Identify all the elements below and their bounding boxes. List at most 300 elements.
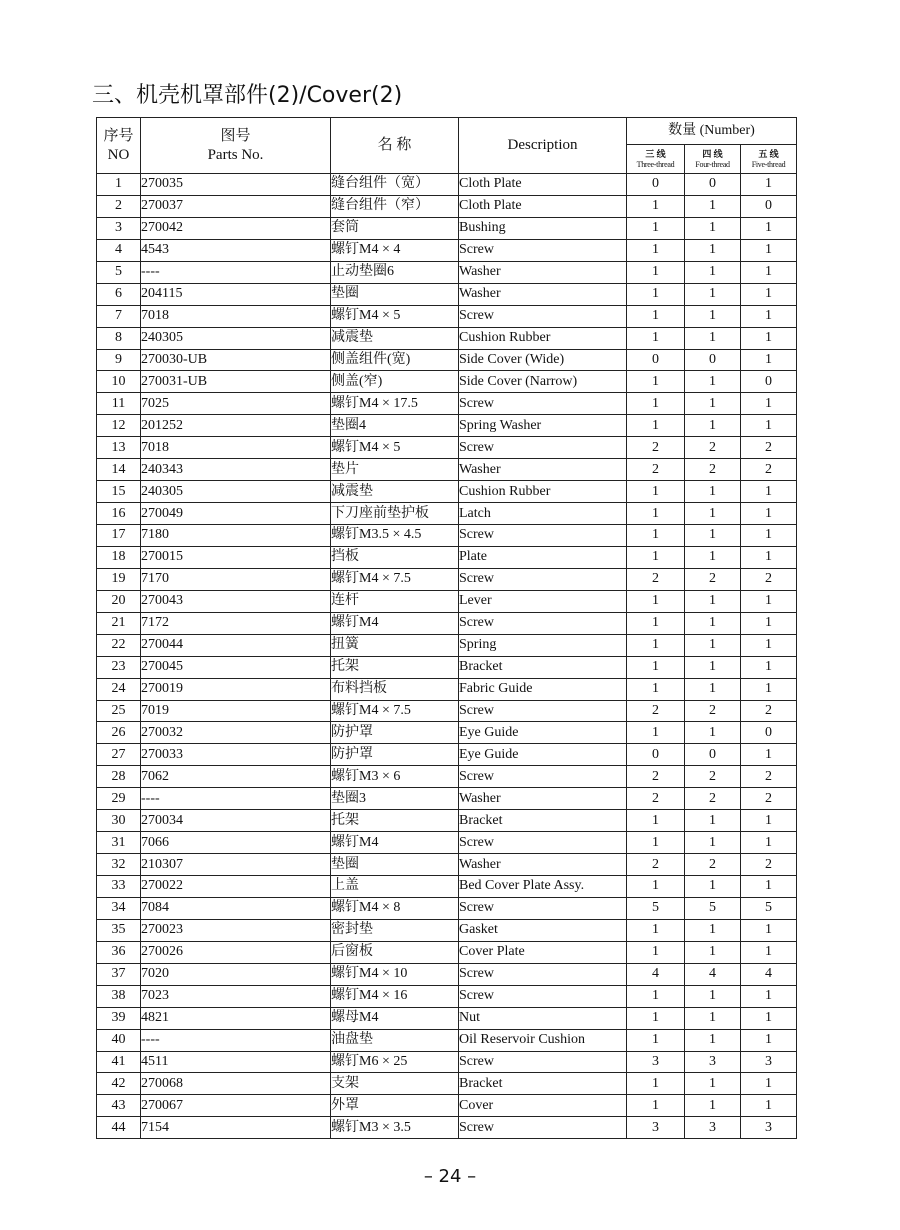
- cell-name: 上盖: [331, 876, 459, 898]
- table-row: [97, 985, 797, 1007]
- cell-description: Screw: [459, 832, 627, 854]
- cell-description: Washer: [459, 788, 627, 810]
- cell-name: 防护罩: [331, 722, 459, 744]
- cell-four-thread: 1: [685, 941, 741, 963]
- cell-four-thread: 1: [685, 525, 741, 547]
- cell-parts-no: 240305: [141, 327, 331, 349]
- table-row: [97, 239, 797, 261]
- cell-four-thread: 1: [685, 678, 741, 700]
- header-no: [97, 118, 141, 174]
- cell-no: 3: [97, 217, 141, 239]
- cell-four-thread: 1: [685, 656, 741, 678]
- cell-description: Cloth Plate: [459, 174, 627, 196]
- cell-parts-no: 270026: [141, 941, 331, 963]
- table-row: [97, 525, 797, 547]
- cell-parts-no: 7172: [141, 612, 331, 634]
- cell-parts-no: 7018: [141, 305, 331, 327]
- cell-parts-no: 7066: [141, 832, 331, 854]
- cell-five-thread: 1: [741, 327, 797, 349]
- cell-no: 39: [97, 1007, 141, 1029]
- parts-table: [96, 117, 797, 1139]
- cell-no: 41: [97, 1051, 141, 1073]
- cell-description: Screw: [459, 612, 627, 634]
- cell-five-thread: 1: [741, 415, 797, 437]
- header-description-label: Description: [507, 137, 578, 153]
- cell-name: 垫圈: [331, 283, 459, 305]
- cell-description: Washer: [459, 854, 627, 876]
- cell-parts-no: 270022: [141, 876, 331, 898]
- cell-parts-no: 270032: [141, 722, 331, 744]
- cell-description: Eye Guide: [459, 722, 627, 744]
- table-row: [97, 217, 797, 239]
- cell-three-thread: 1: [627, 481, 685, 503]
- table-row: [97, 897, 797, 919]
- cell-parts-no: 7025: [141, 393, 331, 415]
- cell-four-thread: 1: [685, 722, 741, 744]
- table-row: [97, 415, 797, 437]
- cell-five-thread: 1: [741, 1095, 797, 1117]
- table-row: [97, 744, 797, 766]
- header-five-thread-zh: 五 线: [758, 148, 779, 159]
- cell-four-thread: 1: [685, 876, 741, 898]
- cell-three-thread: 2: [627, 788, 685, 810]
- cell-name: 缝台组件（窄）: [331, 195, 459, 217]
- table-row: [97, 371, 797, 393]
- cell-name: 下刀座前垫护板: [331, 503, 459, 525]
- header-no-en: NO: [107, 146, 130, 163]
- header-name: [331, 118, 459, 174]
- cell-no: 18: [97, 546, 141, 568]
- cell-no: 28: [97, 766, 141, 788]
- cell-description: Screw: [459, 437, 627, 459]
- cell-parts-no: 7084: [141, 897, 331, 919]
- cell-name: 螺钉M4 × 5: [331, 437, 459, 459]
- cell-five-thread: 5: [741, 897, 797, 919]
- header-three-thread-en: Three-thread: [636, 159, 675, 169]
- cell-three-thread: 1: [627, 1095, 685, 1117]
- cell-no: 1: [97, 174, 141, 196]
- cell-three-thread: 1: [627, 634, 685, 656]
- table-row: [97, 459, 797, 481]
- cell-no: 21: [97, 612, 141, 634]
- cell-four-thread: 1: [685, 919, 741, 941]
- cell-parts-no: ----: [141, 261, 331, 283]
- cell-five-thread: 1: [741, 941, 797, 963]
- header-parts-no: [141, 118, 331, 174]
- cell-three-thread: 3: [627, 1051, 685, 1073]
- cell-no: 22: [97, 634, 141, 656]
- cell-parts-no: 7154: [141, 1117, 331, 1139]
- cell-three-thread: 1: [627, 919, 685, 941]
- header-no-zh: 序号: [103, 127, 134, 144]
- header-three-thread-zh: 三 线: [645, 148, 666, 159]
- cell-three-thread: 1: [627, 1073, 685, 1095]
- cell-name: 托架: [331, 656, 459, 678]
- cell-five-thread: 1: [741, 832, 797, 854]
- cell-no: 15: [97, 481, 141, 503]
- cell-description: Bushing: [459, 217, 627, 239]
- cell-parts-no: 270030-UB: [141, 349, 331, 371]
- header-four-thread-en: Four-thread: [695, 159, 730, 169]
- table-row: [97, 941, 797, 963]
- cell-four-thread: 1: [685, 415, 741, 437]
- cell-four-thread: 1: [685, 195, 741, 217]
- cell-three-thread: 3: [627, 1117, 685, 1139]
- cell-description: Spring: [459, 634, 627, 656]
- cell-three-thread: 1: [627, 261, 685, 283]
- cell-description: Fabric Guide: [459, 678, 627, 700]
- table-row: [97, 327, 797, 349]
- cell-five-thread: 1: [741, 305, 797, 327]
- cell-description: Washer: [459, 261, 627, 283]
- cell-four-thread: 1: [685, 810, 741, 832]
- cell-no: 20: [97, 590, 141, 612]
- cell-name: 螺钉M3.5 × 4.5: [331, 525, 459, 547]
- cell-no: 38: [97, 985, 141, 1007]
- cell-four-thread: 1: [685, 832, 741, 854]
- table-row: [97, 612, 797, 634]
- cell-three-thread: 1: [627, 985, 685, 1007]
- cell-three-thread: 1: [627, 810, 685, 832]
- cell-no: 9: [97, 349, 141, 371]
- cell-three-thread: 1: [627, 415, 685, 437]
- cell-three-thread: 2: [627, 568, 685, 590]
- cell-five-thread: 4: [741, 963, 797, 985]
- cell-description: Eye Guide: [459, 744, 627, 766]
- cell-name: 挡板: [331, 546, 459, 568]
- cell-four-thread: 1: [685, 1029, 741, 1051]
- cell-five-thread: 2: [741, 459, 797, 481]
- table-row: [97, 678, 797, 700]
- cell-five-thread: 3: [741, 1117, 797, 1139]
- cell-parts-no: 270042: [141, 217, 331, 239]
- cell-three-thread: 2: [627, 766, 685, 788]
- cell-five-thread: 3: [741, 1051, 797, 1073]
- cell-three-thread: 1: [627, 217, 685, 239]
- table-row: [97, 700, 797, 722]
- cell-name: 垫圈4: [331, 415, 459, 437]
- cell-no: 40: [97, 1029, 141, 1051]
- cell-parts-no: 270031-UB: [141, 371, 331, 393]
- cell-no: 23: [97, 656, 141, 678]
- cell-parts-no: 270023: [141, 919, 331, 941]
- cell-four-thread: 1: [685, 371, 741, 393]
- cell-five-thread: 1: [741, 1007, 797, 1029]
- cell-parts-no: 7018: [141, 437, 331, 459]
- table-row: [97, 437, 797, 459]
- table-row: [97, 1007, 797, 1029]
- cell-five-thread: 1: [741, 283, 797, 305]
- cell-no: 5: [97, 261, 141, 283]
- cell-four-thread: 1: [685, 590, 741, 612]
- table-row: [97, 656, 797, 678]
- cell-three-thread: 1: [627, 239, 685, 261]
- cell-no: 30: [97, 810, 141, 832]
- cell-name: 减震垫: [331, 481, 459, 503]
- cell-name: 螺钉M4 × 7.5: [331, 568, 459, 590]
- cell-parts-no: 204115: [141, 283, 331, 305]
- cell-three-thread: 0: [627, 174, 685, 196]
- cell-parts-no: 270067: [141, 1095, 331, 1117]
- table-row: [97, 766, 797, 788]
- cell-name: 密封垫: [331, 919, 459, 941]
- cell-name: 托架: [331, 810, 459, 832]
- cell-three-thread: 0: [627, 744, 685, 766]
- cell-description: Cushion Rubber: [459, 327, 627, 349]
- cell-five-thread: 1: [741, 678, 797, 700]
- cell-five-thread: 1: [741, 393, 797, 415]
- cell-three-thread: 1: [627, 876, 685, 898]
- cell-no: 42: [97, 1073, 141, 1095]
- cell-name: 螺钉M4 × 17.5: [331, 393, 459, 415]
- cell-no: 11: [97, 393, 141, 415]
- table-row: [97, 832, 797, 854]
- table-row: [97, 195, 797, 217]
- cell-five-thread: 2: [741, 788, 797, 810]
- cell-four-thread: 2: [685, 766, 741, 788]
- header-five-thread-en: Five-thread: [751, 159, 786, 169]
- cell-four-thread: 1: [685, 1073, 741, 1095]
- cell-four-thread: 1: [685, 612, 741, 634]
- cell-three-thread: 1: [627, 678, 685, 700]
- cell-no: 32: [97, 854, 141, 876]
- cell-description: Cloth Plate: [459, 195, 627, 217]
- cell-no: 35: [97, 919, 141, 941]
- cell-three-thread: 1: [627, 393, 685, 415]
- cell-parts-no: 201252: [141, 415, 331, 437]
- table-row: [97, 634, 797, 656]
- cell-description: Lever: [459, 590, 627, 612]
- cell-four-thread: 5: [685, 897, 741, 919]
- cell-four-thread: 1: [685, 985, 741, 1007]
- table-row: [97, 1029, 797, 1051]
- cell-five-thread: 1: [741, 239, 797, 261]
- cell-five-thread: 1: [741, 919, 797, 941]
- cell-name: 支架: [331, 1073, 459, 1095]
- cell-five-thread: 1: [741, 612, 797, 634]
- cell-three-thread: 1: [627, 371, 685, 393]
- cell-name: 螺钉M4 × 16: [331, 985, 459, 1007]
- table-row: [97, 876, 797, 898]
- cell-five-thread: 0: [741, 371, 797, 393]
- cell-description: Screw: [459, 568, 627, 590]
- cell-five-thread: 1: [741, 174, 797, 196]
- cell-name: 垫圈: [331, 854, 459, 876]
- cell-parts-no: 7023: [141, 985, 331, 1007]
- cell-five-thread: 1: [741, 876, 797, 898]
- cell-description: Bracket: [459, 656, 627, 678]
- cell-no: 33: [97, 876, 141, 898]
- cell-parts-no: 270019: [141, 678, 331, 700]
- cell-parts-no: 270043: [141, 590, 331, 612]
- cell-name: 螺钉M4 × 7.5: [331, 700, 459, 722]
- table-row: [97, 503, 797, 525]
- cell-name: 螺钉M6 × 25: [331, 1051, 459, 1073]
- header-parts-no-en: Parts No.: [207, 146, 264, 163]
- cell-no: 2: [97, 195, 141, 217]
- cell-description: Screw: [459, 766, 627, 788]
- cell-parts-no: 240343: [141, 459, 331, 481]
- cell-parts-no: 270015: [141, 546, 331, 568]
- cell-description: Screw: [459, 963, 627, 985]
- cell-parts-no: 270049: [141, 503, 331, 525]
- cell-four-thread: 1: [685, 1095, 741, 1117]
- header-parts-no-zh: 图号: [220, 127, 251, 144]
- cell-parts-no: 7019: [141, 700, 331, 722]
- cell-three-thread: 2: [627, 437, 685, 459]
- cell-no: 34: [97, 897, 141, 919]
- table-row: [97, 722, 797, 744]
- cell-description: Bed Cover Plate Assy.: [459, 876, 627, 898]
- cell-description: Side Cover (Narrow): [459, 371, 627, 393]
- cell-description: Screw: [459, 239, 627, 261]
- cell-parts-no: 7180: [141, 525, 331, 547]
- cell-three-thread: 1: [627, 503, 685, 525]
- cell-description: Plate: [459, 546, 627, 568]
- cell-name: 扭簧: [331, 634, 459, 656]
- cell-four-thread: 3: [685, 1051, 741, 1073]
- cell-three-thread: 1: [627, 546, 685, 568]
- cell-name: 止动垫圈6: [331, 261, 459, 283]
- cell-four-thread: 1: [685, 393, 741, 415]
- cell-no: 26: [97, 722, 141, 744]
- cell-description: Washer: [459, 459, 627, 481]
- cell-no: 10: [97, 371, 141, 393]
- table-row: [97, 261, 797, 283]
- cell-no: 25: [97, 700, 141, 722]
- cell-no: 43: [97, 1095, 141, 1117]
- cell-three-thread: 1: [627, 941, 685, 963]
- table-row: [97, 1117, 797, 1139]
- header-five-thread: [741, 145, 797, 174]
- cell-name: 套筒: [331, 217, 459, 239]
- cell-five-thread: 2: [741, 700, 797, 722]
- table-row: [97, 788, 797, 810]
- header-number: 数量 (Number): [627, 118, 797, 145]
- cell-five-thread: 0: [741, 722, 797, 744]
- cell-four-thread: 1: [685, 481, 741, 503]
- cell-no: 19: [97, 568, 141, 590]
- cell-description: Screw: [459, 525, 627, 547]
- cell-five-thread: 2: [741, 854, 797, 876]
- cell-name: 侧盖组件(宽): [331, 349, 459, 371]
- cell-name: 后窗板: [331, 941, 459, 963]
- cell-no: 44: [97, 1117, 141, 1139]
- cell-name: 螺钉M4 × 10: [331, 963, 459, 985]
- cell-no: 12: [97, 415, 141, 437]
- page-title: 三、机壳机罩部件(2)/Cover(2): [92, 83, 403, 108]
- cell-four-thread: 2: [685, 459, 741, 481]
- cell-name: 连杆: [331, 590, 459, 612]
- cell-three-thread: 1: [627, 327, 685, 349]
- cell-four-thread: 1: [685, 261, 741, 283]
- cell-description: Cover Plate: [459, 941, 627, 963]
- page-number: – 24 –: [423, 1166, 477, 1187]
- cell-four-thread: 1: [685, 546, 741, 568]
- cell-three-thread: 2: [627, 459, 685, 481]
- cell-name: 油盘垫: [331, 1029, 459, 1051]
- cell-three-thread: 1: [627, 195, 685, 217]
- cell-name: 侧盖(窄): [331, 371, 459, 393]
- cell-four-thread: 2: [685, 788, 741, 810]
- cell-parts-no: 4511: [141, 1051, 331, 1073]
- cell-parts-no: 270045: [141, 656, 331, 678]
- table-row: [97, 283, 797, 305]
- table-row: [97, 174, 797, 196]
- cell-four-thread: 1: [685, 634, 741, 656]
- cell-five-thread: 1: [741, 525, 797, 547]
- cell-four-thread: 1: [685, 503, 741, 525]
- cell-no: 29: [97, 788, 141, 810]
- cell-no: 13: [97, 437, 141, 459]
- cell-description: Washer: [459, 283, 627, 305]
- table-row: [97, 1095, 797, 1117]
- header-four-thread: [685, 145, 741, 174]
- cell-three-thread: 1: [627, 612, 685, 634]
- cell-five-thread: 1: [741, 481, 797, 503]
- cell-five-thread: 0: [741, 195, 797, 217]
- cell-parts-no: 7020: [141, 963, 331, 985]
- cell-five-thread: 1: [741, 985, 797, 1007]
- cell-name: 垫片: [331, 459, 459, 481]
- cell-three-thread: 5: [627, 897, 685, 919]
- header-four-thread-zh: 四 线: [702, 148, 723, 159]
- cell-description: Screw: [459, 1117, 627, 1139]
- cell-three-thread: 0: [627, 349, 685, 371]
- cell-five-thread: 2: [741, 568, 797, 590]
- table-row: [97, 546, 797, 568]
- cell-name: 螺钉M4 × 5: [331, 305, 459, 327]
- cell-four-thread: 1: [685, 239, 741, 261]
- cell-name: 螺钉M3 × 6: [331, 766, 459, 788]
- cell-name: 螺钉M4 × 8: [331, 897, 459, 919]
- cell-parts-no: 270035: [141, 174, 331, 196]
- cell-three-thread: 1: [627, 722, 685, 744]
- cell-description: Bracket: [459, 1073, 627, 1095]
- table-row: [97, 305, 797, 327]
- table-row: [97, 349, 797, 371]
- cell-five-thread: 1: [741, 810, 797, 832]
- cell-five-thread: 1: [741, 349, 797, 371]
- cell-four-thread: 2: [685, 700, 741, 722]
- cell-three-thread: 4: [627, 963, 685, 985]
- cell-description: Oil Reservoir Cushion: [459, 1029, 627, 1051]
- cell-five-thread: 1: [741, 634, 797, 656]
- cell-five-thread: 2: [741, 437, 797, 459]
- cell-description: Nut: [459, 1007, 627, 1029]
- table-row: [97, 393, 797, 415]
- cell-three-thread: 1: [627, 1029, 685, 1051]
- cell-four-thread: 0: [685, 349, 741, 371]
- cell-three-thread: 1: [627, 1007, 685, 1029]
- cell-name: 防护罩: [331, 744, 459, 766]
- table-row: [97, 568, 797, 590]
- table-row: [97, 810, 797, 832]
- cell-five-thread: 1: [741, 1029, 797, 1051]
- cell-no: 36: [97, 941, 141, 963]
- cell-three-thread: 2: [627, 854, 685, 876]
- table-row: [97, 854, 797, 876]
- table-row: [97, 963, 797, 985]
- cell-no: 8: [97, 327, 141, 349]
- cell-description: Spring Washer: [459, 415, 627, 437]
- cell-name: 布料挡板: [331, 678, 459, 700]
- cell-description: Screw: [459, 1051, 627, 1073]
- cell-description: Bracket: [459, 810, 627, 832]
- table-row: [97, 1051, 797, 1073]
- cell-description: Screw: [459, 897, 627, 919]
- cell-description: Gasket: [459, 919, 627, 941]
